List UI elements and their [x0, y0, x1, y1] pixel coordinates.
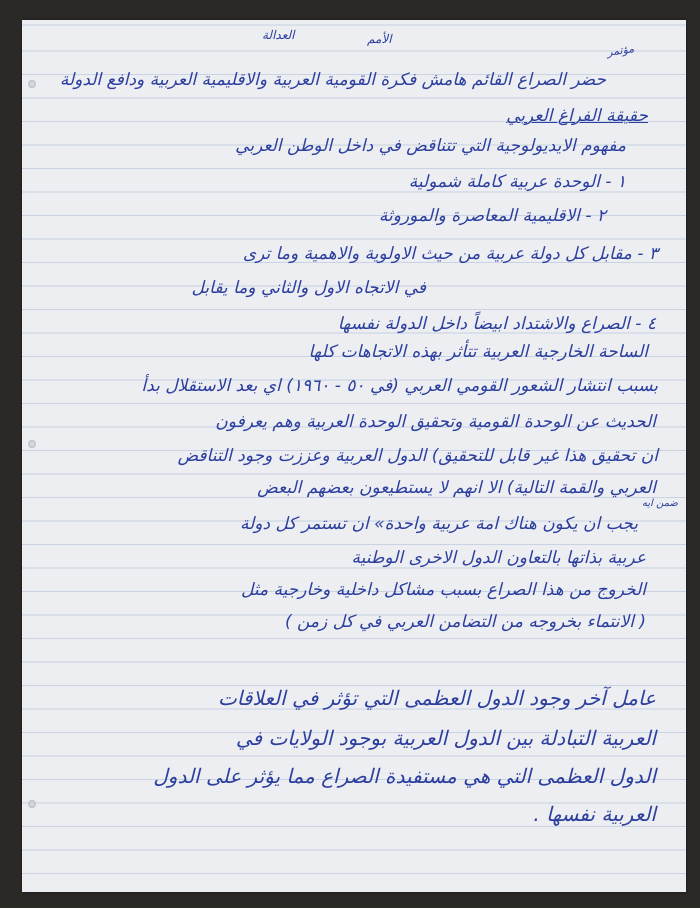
- text-line-10: بسبب انتشار الشعور القومي العربي (في ٥٠ - ١٩٦٠) اي بعد الاستقلال بدأ: [141, 376, 658, 396]
- header-note-1: الأمم: [367, 32, 392, 46]
- handwritten-page: [22, 20, 686, 892]
- text-line-9: الساحة الخارجية العربية تتأثر بهذه الاتجاهات كلها: [308, 342, 648, 362]
- text-line-16: الخروج من هذا الصراع بسبب مشاكل داخلية وخارجية مثل: [240, 580, 646, 600]
- text-line-6: ٣ - مقابل كل دولة عربية من حيث الاولوية والاهمية وما ترى: [242, 244, 658, 264]
- text-line-12: ان تحقيق هذا غير قابل للتحقيق) الدول العربية وعززت وجود التناقض: [177, 446, 658, 466]
- text-line-5: ٢ - الاقليمية المعاصرة والموروثة: [378, 206, 606, 226]
- text-line-20: الدول العظمى التي هي مستفيدة الصراع مما يؤثر على الدول: [153, 764, 656, 788]
- text-line-2: حقيقة الفراغ العربي: [506, 106, 648, 126]
- text-line-19: العربية التبادلة بين الدول العربية بوجود الولايات في: [235, 726, 656, 750]
- corner-note: مؤتمر: [606, 42, 635, 59]
- text-line-21: العربية نفسها .: [533, 802, 656, 826]
- text-line-13: العربي والقمة التالية) الا انهم لا يستطيعون بعضهم البعض: [257, 478, 656, 498]
- text-line-17: ( الانتماء بخروجه من التضامن العربي في كل زمن ): [284, 612, 646, 632]
- text-line-3: مفهوم الايديولوجية التي تتناقض في داخل الوطن العربي: [235, 136, 626, 156]
- margin-mark: [28, 800, 36, 808]
- text-line-18: عامل آخر وجود الدول العظمى التي تؤثر في العلاقات: [217, 686, 656, 710]
- text-line-7: في الاتجاه الاول والثاني وما يقابل: [191, 278, 426, 298]
- margin-mark: [28, 80, 36, 88]
- text-line-1: حضر الصراع القائم هامش فكرة القومية العربية والاقليمية العربية ودافع الدولة: [59, 70, 606, 90]
- margin-mark: [28, 440, 36, 448]
- text-line-11: الحديث عن الوحدة القومية وتحقيق الوحدة العربية وهم يعرفون: [215, 412, 656, 432]
- header-note-2: العدالة: [262, 28, 295, 42]
- text-line-4: ١ - الوحدة عربية كاملة شمولية: [408, 172, 626, 192]
- text-line-14: يجب ان يكون هناك امة عربية واحدة» ان تستمر كل دولة: [239, 514, 638, 534]
- margin-note: ضمن ايه: [642, 498, 678, 509]
- text-line-15: عربية بذاتها بالتعاون الدول الاخرى الوطنية: [351, 548, 646, 568]
- text-line-8: ٤ - الصراع والاشتداد ابيضاً داخل الدولة نفسها: [337, 314, 656, 334]
